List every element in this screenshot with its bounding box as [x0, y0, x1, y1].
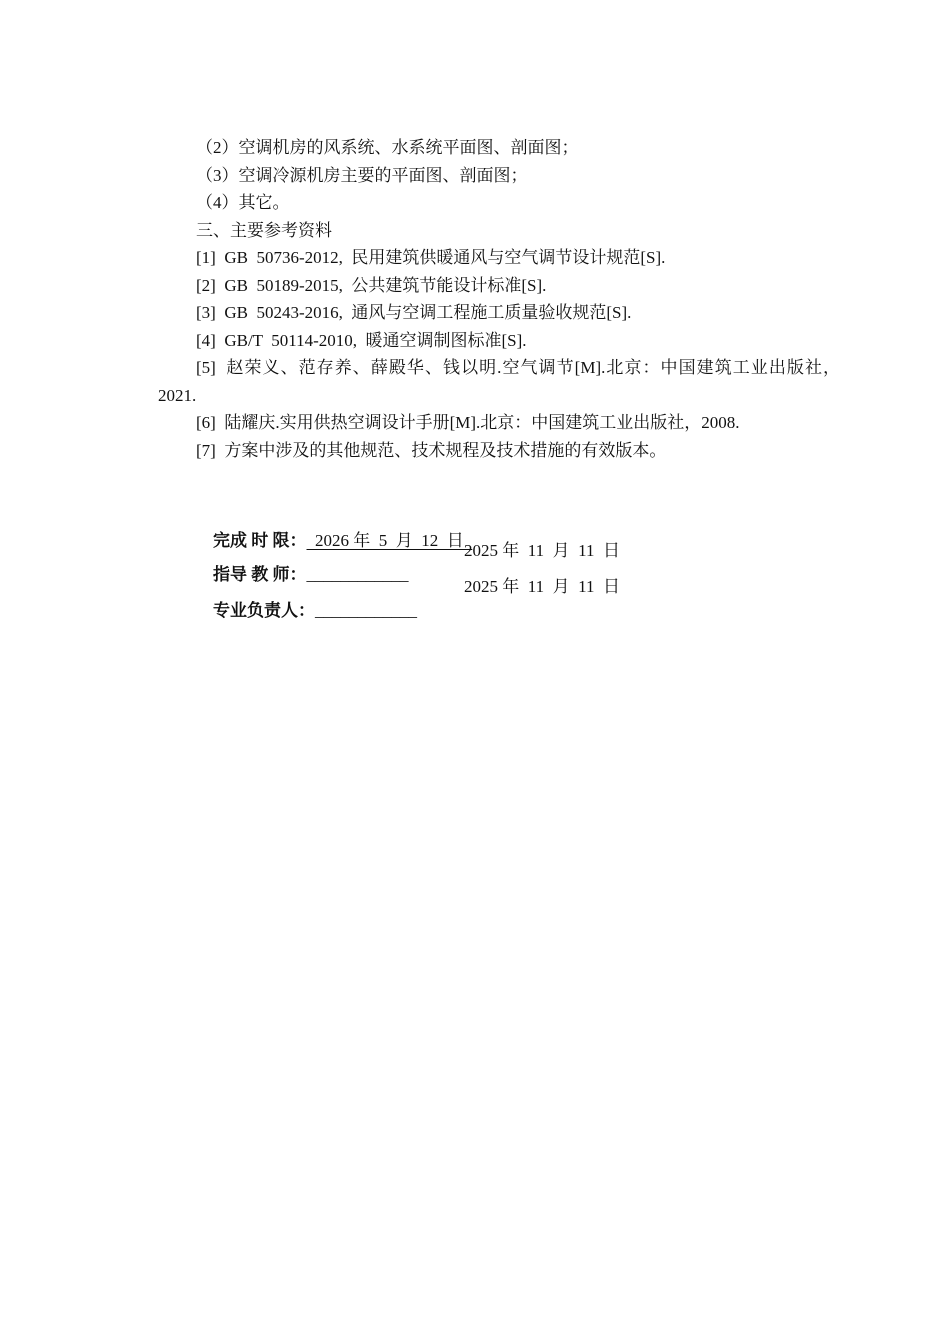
- program-head-date: 2025 年 11 月 11 日: [464, 577, 620, 596]
- program-head-signature-blank: ____________: [315, 601, 417, 620]
- list-item: （3）空调冷源机房主要的平面图、剖面图；: [196, 165, 528, 185]
- advisor-signature-blank: ____________: [306, 565, 409, 584]
- program-head-row: [196, 575, 620, 671]
- deadline-value: 2026 年 5 月 12 日: [306, 531, 473, 550]
- reference-item: [4] GB/T 50114-2010, 暖通空调制图标准[S].: [196, 330, 527, 350]
- reference-item: [3] GB 50243-2016, 通风与空调工程施工质量验收规范[S].: [196, 303, 632, 322]
- deadline-label: 完成 时 限：: [213, 531, 307, 550]
- section-heading-references: 三、主要参考资料: [196, 220, 332, 240]
- reference-item: [2] GB 50189-2015, 公共建筑节能设计标准[S].: [196, 275, 547, 295]
- list-item: （4）其它。: [196, 193, 290, 212]
- reference-item: [1] GB 50736-2012, 民用建筑供暖通风与空气调节设计规范[S].: [196, 248, 666, 267]
- reference-item: [7] 方案中涉及的其他规范、技术规程及技术措施的有效版本。: [196, 440, 667, 460]
- document-body: [158, 134, 840, 464]
- advisor-label: 指导 教 师：: [213, 565, 307, 584]
- list-item: （2）空调机房的风系统、水系统平面图、剖面图；: [196, 138, 579, 157]
- advisor-date: 2025 年 11 月 11 日: [464, 541, 620, 560]
- reference-item: [6] 陆耀庆.实用供热空调设计手册[M].北京：中国建筑工业出版社，2008.: [196, 413, 740, 432]
- program-head-label: 专业负责人：: [213, 601, 315, 620]
- reference-item: [5] 赵荣义、范存养、薛殿华、钱以明.空气调节[M].北京：中国建筑工业出版社，2021.: [158, 358, 840, 405]
